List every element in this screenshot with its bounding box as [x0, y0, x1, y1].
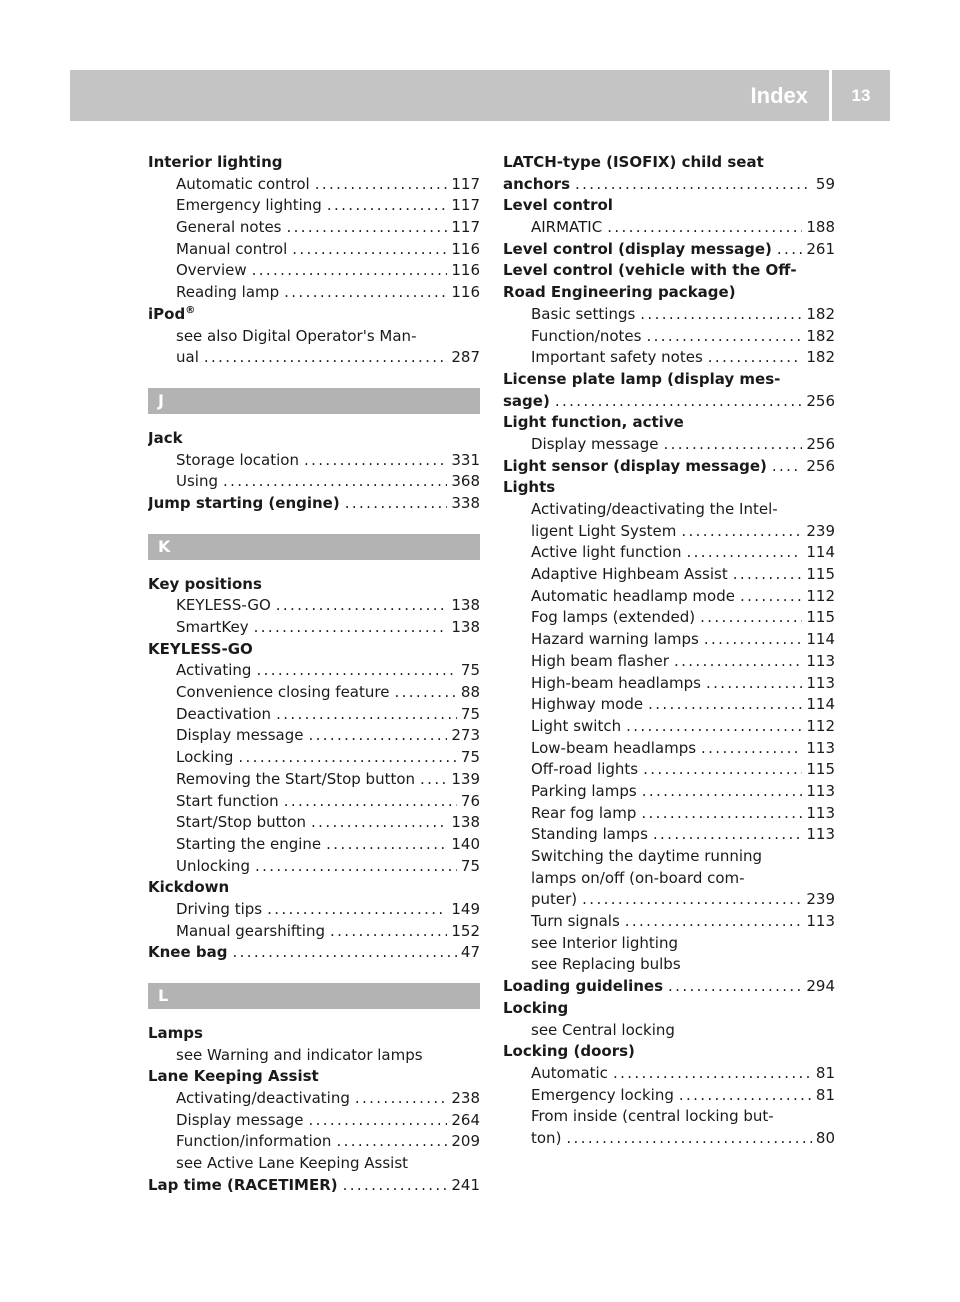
entry-label: Important safety notes	[531, 348, 703, 367]
index-subentry[interactable]	[503, 586, 835, 608]
page-ref[interactable]: 76	[460, 791, 480, 810]
entry-label: Interior lighting	[148, 153, 283, 171]
entry-label: Manual control	[176, 239, 288, 258]
entry-label: Automatic	[531, 1063, 608, 1082]
dot-leader	[674, 651, 802, 673]
page-ref[interactable]: 238	[451, 1089, 480, 1108]
dot-leader	[640, 304, 802, 326]
index-subentry[interactable]	[503, 217, 835, 239]
page-number: 13	[851, 86, 871, 105]
page-ref[interactable]: 80	[815, 1128, 835, 1147]
entry-label: Active light function	[531, 543, 682, 562]
dot-leader	[648, 694, 802, 716]
page-ref[interactable]: 256	[806, 434, 835, 453]
entry-label: Turn signals	[531, 912, 620, 931]
entry-label: Storage location	[176, 450, 299, 469]
dot-leader	[613, 1063, 812, 1085]
index-entry	[503, 152, 835, 174]
entry-label: Kickdown	[148, 878, 230, 897]
dot-leader	[653, 824, 802, 846]
index-subentry[interactable]	[148, 682, 480, 704]
entry-label: Automatic control	[176, 174, 310, 193]
dot-leader	[254, 617, 448, 639]
dot-leader	[679, 1085, 812, 1107]
dot-leader	[663, 434, 802, 456]
entry-label: Level control	[503, 196, 613, 215]
index-subentry[interactable]	[503, 1085, 835, 1107]
index-subentry	[148, 326, 480, 348]
page-ref[interactable]: 115	[806, 608, 835, 627]
entry-label: KEYLESS-GO	[176, 596, 271, 615]
dot-leader	[700, 607, 802, 629]
page-ref[interactable]: 113	[806, 781, 835, 800]
page-ref[interactable]: 239	[806, 890, 835, 909]
entry-label: General notes	[176, 218, 282, 237]
entry-label: see Central locking	[531, 1020, 675, 1039]
entry-label: Lap time (RACETIMER)	[148, 1175, 338, 1194]
index-subentry	[503, 846, 835, 868]
page-ref[interactable]: 114	[806, 543, 835, 562]
dot-leader	[733, 564, 803, 586]
page-ref[interactable]: 338	[451, 493, 480, 512]
dot-leader	[668, 976, 802, 998]
dot-leader	[345, 493, 448, 515]
entry-label: Light function, active	[503, 413, 684, 432]
dot-leader	[276, 704, 457, 726]
dot-leader	[255, 856, 457, 878]
entry-label: Road Engineering package)	[503, 283, 736, 302]
page-ref[interactable]: 113	[806, 651, 835, 670]
page-ref[interactable]: 294	[806, 977, 835, 996]
page-ref[interactable]: 138	[451, 813, 480, 832]
page-ref[interactable]: 117	[451, 218, 480, 237]
dot-leader	[311, 812, 447, 834]
index-subentry[interactable]	[148, 704, 480, 726]
entry-label: Lane Keeping Assist	[148, 1067, 319, 1086]
dot-leader	[626, 716, 802, 738]
index-subentry[interactable]	[148, 834, 480, 856]
index-entry	[148, 574, 480, 596]
index-subentry	[503, 933, 835, 955]
index-subentry[interactable]	[503, 824, 835, 846]
entry-label: iPod®	[148, 304, 196, 323]
index-subentry[interactable]	[503, 1128, 835, 1150]
page-ref[interactable]: 117	[451, 174, 480, 193]
entry-label: High beam flasher	[531, 651, 669, 670]
index-entry	[503, 477, 835, 499]
entry-label: Start function	[176, 791, 279, 810]
index-entry[interactable]	[503, 174, 835, 196]
index-subentry	[148, 1045, 480, 1067]
entry-label: puter)	[531, 890, 578, 909]
dot-leader	[343, 1175, 448, 1197]
dot-leader	[267, 899, 447, 921]
entry-label: see Replacing bulbs	[531, 955, 681, 974]
page-ref[interactable]: 117	[451, 196, 480, 215]
page-ref[interactable]: 113	[806, 673, 835, 692]
entry-label: Parking lamps	[531, 781, 637, 800]
page-ref[interactable]: 81	[815, 1063, 835, 1082]
entry-label: Light sensor (display message)	[503, 456, 767, 475]
index-subentry[interactable]	[503, 759, 835, 781]
dot-leader	[566, 1128, 811, 1150]
page-ref[interactable]: 140	[451, 834, 480, 853]
page-ref[interactable]: 331	[451, 450, 480, 469]
index-entry	[503, 1041, 835, 1063]
dot-leader	[555, 391, 803, 413]
entry-label: Key positions	[148, 574, 262, 593]
index-entry	[148, 428, 480, 450]
index-entry	[503, 412, 835, 434]
dot-leader	[292, 239, 447, 261]
entry-label: Low-beam headlamps	[531, 738, 697, 757]
entry-label: Switching the daytime running	[531, 847, 763, 865]
dot-leader	[625, 911, 803, 933]
entry-label: Removing the Start/Stop button	[176, 769, 416, 788]
dot-leader	[327, 195, 448, 217]
page-ref[interactable]: 47	[460, 943, 480, 962]
dot-leader	[704, 629, 802, 651]
index-entry[interactable]	[503, 456, 835, 478]
page-ref[interactable]: 116	[451, 283, 480, 302]
entry-label: see Interior lighting	[531, 933, 678, 952]
index-column-right	[503, 152, 835, 1150]
entry-label: Fog lamps (extended)	[531, 608, 696, 627]
entry-label: Convenience closing feature	[176, 683, 390, 702]
index-subentry[interactable]	[503, 629, 835, 651]
registered-mark: ®	[185, 304, 196, 316]
index-subentry[interactable]	[503, 803, 835, 825]
entry-label: Locking (doors)	[503, 1042, 635, 1061]
entry-label: Level control (display message)	[503, 239, 772, 258]
page-ref[interactable]: 88	[460, 683, 480, 702]
dot-leader	[308, 1110, 447, 1132]
entry-label: License plate lamp (display mes-	[503, 369, 781, 388]
entry-label: Highway mode	[531, 695, 644, 714]
dot-leader	[330, 921, 447, 943]
index-entry	[148, 152, 480, 174]
index-subentry[interactable]	[503, 326, 835, 348]
entry-label: ual	[176, 348, 199, 367]
index-subentry[interactable]	[503, 738, 835, 760]
dot-leader	[256, 660, 456, 682]
page-ref[interactable]: 113	[806, 803, 835, 822]
index-subentry[interactable]	[503, 1063, 835, 1085]
dot-leader	[204, 347, 447, 369]
entry-label: Manual gearshifting	[176, 921, 325, 940]
dot-leader	[643, 759, 802, 781]
dot-leader	[284, 791, 457, 813]
index-subentry[interactable]	[503, 889, 835, 911]
index-subentry[interactable]	[503, 781, 835, 803]
page-ref[interactable]: 114	[806, 695, 835, 714]
index-column-left	[148, 152, 480, 1197]
entry-label: Emergency locking	[531, 1085, 674, 1104]
index-subentry[interactable]	[148, 899, 480, 921]
index-subentry[interactable]	[503, 542, 835, 564]
dot-leader	[772, 456, 802, 478]
entry-label: Basic settings	[531, 304, 636, 323]
dot-leader	[681, 521, 802, 543]
page-ref[interactable]: 188	[806, 218, 835, 237]
index-subentry[interactable]	[503, 564, 835, 586]
page-ref[interactable]: 112	[806, 586, 835, 605]
index-subentry[interactable]	[148, 747, 480, 769]
entry-label: Display message	[176, 1110, 304, 1129]
index-subentry[interactable]	[148, 471, 480, 493]
index-entry[interactable]	[503, 391, 835, 413]
index-subentry[interactable]	[503, 607, 835, 629]
page-ref[interactable]: 116	[451, 261, 480, 280]
dot-leader	[276, 595, 448, 617]
header-bar	[70, 70, 890, 121]
index-subentry[interactable]	[148, 239, 480, 261]
entry-label: anchors	[503, 174, 571, 193]
dot-leader	[641, 803, 802, 825]
dot-leader	[708, 347, 803, 369]
dot-leader	[326, 834, 447, 856]
page-ref[interactable]: 241	[451, 1175, 480, 1194]
index-subentry	[503, 1020, 835, 1042]
index-subentry[interactable]	[148, 347, 480, 369]
dot-leader	[304, 450, 447, 472]
index-subentry[interactable]	[503, 434, 835, 456]
index-subentry[interactable]	[148, 791, 480, 813]
entry-label: Standing lamps	[531, 825, 648, 844]
dot-leader	[706, 673, 802, 695]
page-ref[interactable]: 138	[451, 596, 480, 615]
page-ref[interactable]: 182	[806, 348, 835, 367]
dot-leader	[686, 542, 802, 564]
page-ref[interactable]: 138	[451, 618, 480, 636]
entry-label: Deactivation	[176, 704, 272, 723]
entry-label: Unlocking	[176, 856, 250, 875]
entry-label: Driving tips	[176, 899, 263, 918]
index-entry	[148, 877, 480, 899]
dot-leader	[646, 326, 802, 348]
index-subentry[interactable]	[148, 282, 480, 304]
entry-label: Emergency lighting	[176, 196, 322, 215]
dot-leader	[232, 942, 456, 964]
dot-leader	[252, 260, 448, 282]
entry-label: Starting the engine	[176, 834, 322, 853]
dot-leader	[308, 725, 447, 747]
index-subentry[interactable]	[148, 812, 480, 834]
dot-leader	[420, 769, 447, 791]
index-subentry[interactable]	[503, 304, 835, 326]
dot-leader	[607, 217, 802, 239]
index-subentry[interactable]	[148, 260, 480, 282]
entry-label: Automatic headlamp mode	[531, 586, 735, 605]
page-ref[interactable]: 59	[815, 174, 835, 193]
page-ref[interactable]: 114	[806, 630, 835, 649]
page-ref[interactable]: 273	[451, 726, 480, 745]
page-ref[interactable]: 209	[451, 1132, 480, 1151]
entry-label: Off-road lights	[531, 760, 639, 779]
index-subentry[interactable]	[148, 725, 480, 747]
entry-label: Level control (vehicle with the Off-	[503, 261, 797, 280]
entry-label: Display message	[531, 434, 659, 453]
dot-leader	[355, 1088, 447, 1110]
entry-label: Start/Stop button	[176, 813, 307, 832]
dot-leader	[777, 239, 802, 261]
page-ref[interactable]: 75	[460, 661, 480, 680]
index-subentry	[503, 868, 835, 890]
page-ref[interactable]: 256	[806, 456, 835, 475]
index-subentry[interactable]	[148, 1110, 480, 1132]
dot-leader	[315, 174, 448, 196]
page-ref[interactable]: 149	[451, 899, 480, 918]
entry-label: Display message	[176, 726, 304, 745]
index-subentry	[503, 954, 835, 976]
page-ref[interactable]: 287	[451, 348, 480, 367]
entry-label: Activating	[176, 661, 252, 680]
dot-leader	[238, 747, 457, 769]
page-ref[interactable]: 368	[451, 472, 480, 491]
index-subentry[interactable]	[148, 856, 480, 878]
entry-label: From inside (central locking but-	[531, 1107, 774, 1126]
page-ref[interactable]: 256	[806, 391, 835, 410]
page-ref[interactable]: 113	[806, 912, 835, 931]
page-ref[interactable]: 116	[451, 239, 480, 258]
index-title: Index	[750, 83, 808, 108]
page-ref[interactable]: 113	[806, 825, 835, 844]
index-subentry[interactable]	[503, 521, 835, 543]
index-entry	[148, 639, 480, 661]
page-ref[interactable]: 75	[460, 856, 480, 875]
index-entry[interactable]	[148, 942, 480, 964]
page-ref[interactable]: 139	[451, 769, 480, 788]
page-ref[interactable]: 264	[451, 1110, 480, 1129]
index-entry	[503, 195, 835, 217]
index-subentry	[503, 499, 835, 521]
entry-label: Locking	[176, 748, 234, 767]
entry-label: SmartKey	[176, 618, 249, 636]
index-entry	[503, 998, 835, 1020]
dot-leader	[223, 471, 447, 493]
entry-label: AIRMATIC	[531, 218, 603, 237]
index-subentry[interactable]	[503, 347, 835, 369]
index-entry	[503, 282, 835, 304]
entry-label: Adaptive Highbeam Assist	[531, 565, 728, 584]
entry-label: Rear fog lamp	[531, 803, 637, 822]
index-subentry[interactable]	[503, 673, 835, 695]
index-subentry[interactable]	[148, 921, 480, 943]
letter-section-header: K	[148, 534, 480, 560]
entry-label: Lights	[503, 478, 556, 497]
index-entry	[503, 260, 835, 282]
entry-label: Jack	[148, 428, 183, 447]
entry-label: sage)	[503, 391, 550, 410]
entry-label: see Warning and indicator lamps	[176, 1045, 423, 1064]
entry-label: Reading lamp	[176, 283, 280, 302]
index-subentry[interactable]	[503, 694, 835, 716]
dot-leader	[575, 174, 812, 196]
index-entry	[148, 1023, 480, 1045]
entry-label: Activating/deactivating the Intel-	[531, 500, 778, 518]
entry-label: ligent Light System	[531, 521, 677, 540]
index-entry	[148, 304, 480, 326]
entry-label: Loading guidelines	[503, 977, 664, 996]
entry-label: Using	[176, 472, 218, 491]
index-subentry	[148, 1153, 480, 1175]
entry-label: Function/notes	[531, 326, 642, 345]
entry-label: Light switch	[531, 716, 622, 735]
dot-leader	[287, 217, 448, 239]
index-entry[interactable]	[148, 1175, 480, 1197]
dot-leader	[701, 738, 802, 760]
index-subentry[interactable]	[503, 716, 835, 738]
index-entry[interactable]	[148, 493, 480, 515]
dot-leader	[740, 586, 802, 608]
page-ref[interactable]: 75	[460, 748, 480, 767]
page-ref[interactable]: 112	[806, 716, 835, 735]
dot-leader	[394, 682, 456, 704]
index-subentry[interactable]	[148, 769, 480, 791]
index-entry[interactable]	[503, 239, 835, 261]
index-subentry[interactable]	[503, 651, 835, 673]
entry-label: Locking	[503, 998, 569, 1017]
entry-label: High-beam headlamps	[531, 673, 701, 692]
page-ref[interactable]: 261	[806, 239, 835, 258]
dot-leader	[336, 1131, 447, 1153]
entry-label: Activating/deactivating	[176, 1089, 350, 1108]
entry-label: ton)	[531, 1128, 562, 1147]
entry-label: LATCH-type (ISOFIX) child seat	[503, 153, 764, 171]
dot-leader	[582, 889, 802, 911]
page-ref[interactable]: 75	[460, 704, 480, 723]
entry-label: Function/information	[176, 1132, 332, 1151]
page-ref[interactable]: 182	[806, 304, 835, 323]
index-subentry[interactable]	[148, 450, 480, 472]
entry-label: Knee bag	[148, 943, 228, 962]
page-ref[interactable]: 115	[806, 565, 835, 584]
entry-label: see also Digital Operator's Man-	[176, 326, 417, 345]
page-ref[interactable]: 182	[806, 326, 835, 345]
index-subentry[interactable]	[148, 660, 480, 682]
letter-section-header: J	[148, 388, 480, 414]
entry-label: Overview	[176, 261, 247, 280]
entry-label: Hazard warning lamps	[531, 630, 699, 649]
index-subentry	[503, 1106, 835, 1128]
page-ref[interactable]: 152	[451, 921, 480, 940]
index-subentry[interactable]	[148, 174, 480, 196]
index-subentry[interactable]	[148, 195, 480, 217]
entry-label: Lamps	[148, 1024, 203, 1042]
entry-label: KEYLESS-GO	[148, 639, 253, 658]
index-subentry[interactable]	[503, 911, 835, 933]
entry-label: lamps on/off (on-board com-	[531, 868, 745, 887]
index-subentry[interactable]	[148, 217, 480, 239]
index-subentry[interactable]	[148, 1131, 480, 1153]
index-entry	[503, 369, 835, 391]
index-entry	[148, 1066, 480, 1088]
index-entry[interactable]	[503, 976, 835, 998]
page-ref[interactable]: 81	[815, 1085, 835, 1104]
page-ref[interactable]: 113	[806, 738, 835, 757]
dot-leader	[642, 781, 803, 803]
index-subentry[interactable]	[148, 617, 480, 639]
index-subentry[interactable]	[148, 595, 480, 617]
entry-label: see Active Lane Keeping Assist	[176, 1154, 409, 1173]
page-ref[interactable]: 115	[806, 760, 835, 779]
page-ref[interactable]: 239	[806, 521, 835, 540]
letter-section-header: L	[148, 983, 480, 1009]
dot-leader	[284, 282, 447, 304]
index-subentry[interactable]	[148, 1088, 480, 1110]
entry-label: Jump starting (engine)	[148, 493, 340, 512]
